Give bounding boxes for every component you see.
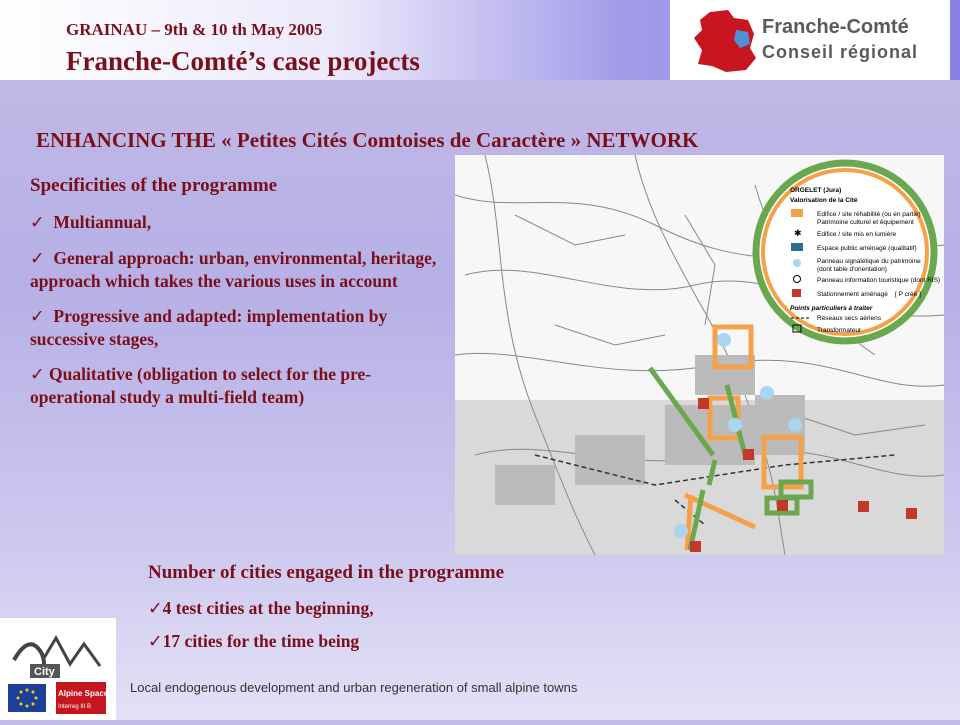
legend-item: Points particuliers à traiter xyxy=(790,305,873,312)
legend-item: Stationnement aménagé xyxy=(817,291,888,298)
logo-line1: Franche-Comté xyxy=(762,16,909,38)
legend-item: Edifice / site mis en lumière xyxy=(817,231,897,238)
alp-city-icon xyxy=(0,618,116,720)
legend-item: Patrimoine culturel et équipement xyxy=(817,219,914,226)
event-date: GRAINAU – 9th & 10 th May 2005 xyxy=(66,20,323,39)
legend-item: Espace public aménagé (qualitatif) xyxy=(817,245,917,252)
header-banner xyxy=(0,0,960,80)
svg-text:Interreg III B: Interreg III B xyxy=(58,704,92,710)
list-item: ✓ Multiannual, xyxy=(30,212,152,233)
alp-city-logo xyxy=(0,618,116,720)
specificities-block xyxy=(30,175,440,421)
cities-title: Number of cities engaged in the programme xyxy=(148,562,505,583)
checkmark-icon: ✓ xyxy=(30,307,45,327)
specificities-title: Specificities of the programme xyxy=(30,175,278,196)
page-title: Franche-Comté’s case projects xyxy=(66,46,420,76)
checkmark-icon: ✓ xyxy=(148,599,163,619)
legend-item: Réseaux secs aériens xyxy=(817,315,881,322)
logo-line2: Conseil régional xyxy=(762,42,919,62)
alp-city-label: City xyxy=(34,666,55,678)
checkmark-icon: ✓ xyxy=(148,632,163,652)
checkmark-icon: ✓ xyxy=(30,213,45,233)
legend-title: ORGELET (Jura) xyxy=(790,187,842,194)
cities-block xyxy=(148,562,504,664)
list-item: ✓ Qualitative (obligation to select for the pre-operational study a multi-field team) xyxy=(30,364,372,407)
list-item: ✓17 cities for the time being xyxy=(148,631,360,652)
legend-item: Edifice / site réhabilité (ou en partie) xyxy=(817,211,921,218)
franche-comte-logo xyxy=(670,0,950,80)
checkmark-icon: ✓ xyxy=(30,365,45,385)
legend-item: Transformateur xyxy=(817,327,862,334)
list-item: ✓ General approach: urban, environmental, heritage, approach which takes the various uses in account xyxy=(30,248,437,291)
svg-text:Alpine Space: Alpine Space xyxy=(58,689,109,698)
legend-item: (dont table d'orientation) xyxy=(817,266,887,273)
footer-text: Local endogenous development and urban regeneration of small alpine towns xyxy=(130,680,578,695)
france-map-icon xyxy=(690,8,762,74)
map-drawing xyxy=(455,155,944,555)
checkmark-icon: ✓ xyxy=(30,249,45,269)
section-heading: ENHANCING THE « Petites Cités Comtoises de Caractère » NETWORK xyxy=(36,128,699,152)
legend-item: Panneau signalétique du patrimoine xyxy=(817,258,921,265)
town-map xyxy=(455,155,944,555)
svg-text:✱: ✱ xyxy=(794,228,802,238)
legend-item: Panneau information touristique (dont RIS) xyxy=(817,277,941,284)
list-item: ✓ Progressive and adapted: implementation by successive stages, xyxy=(30,306,388,349)
legend-subtitle: Valorisation de la Cité xyxy=(790,197,858,204)
list-item: ✓4 test cities at the beginning, xyxy=(148,598,374,619)
eu-flag-icon xyxy=(8,684,46,712)
legend-item: [ P créé ] xyxy=(895,291,921,298)
